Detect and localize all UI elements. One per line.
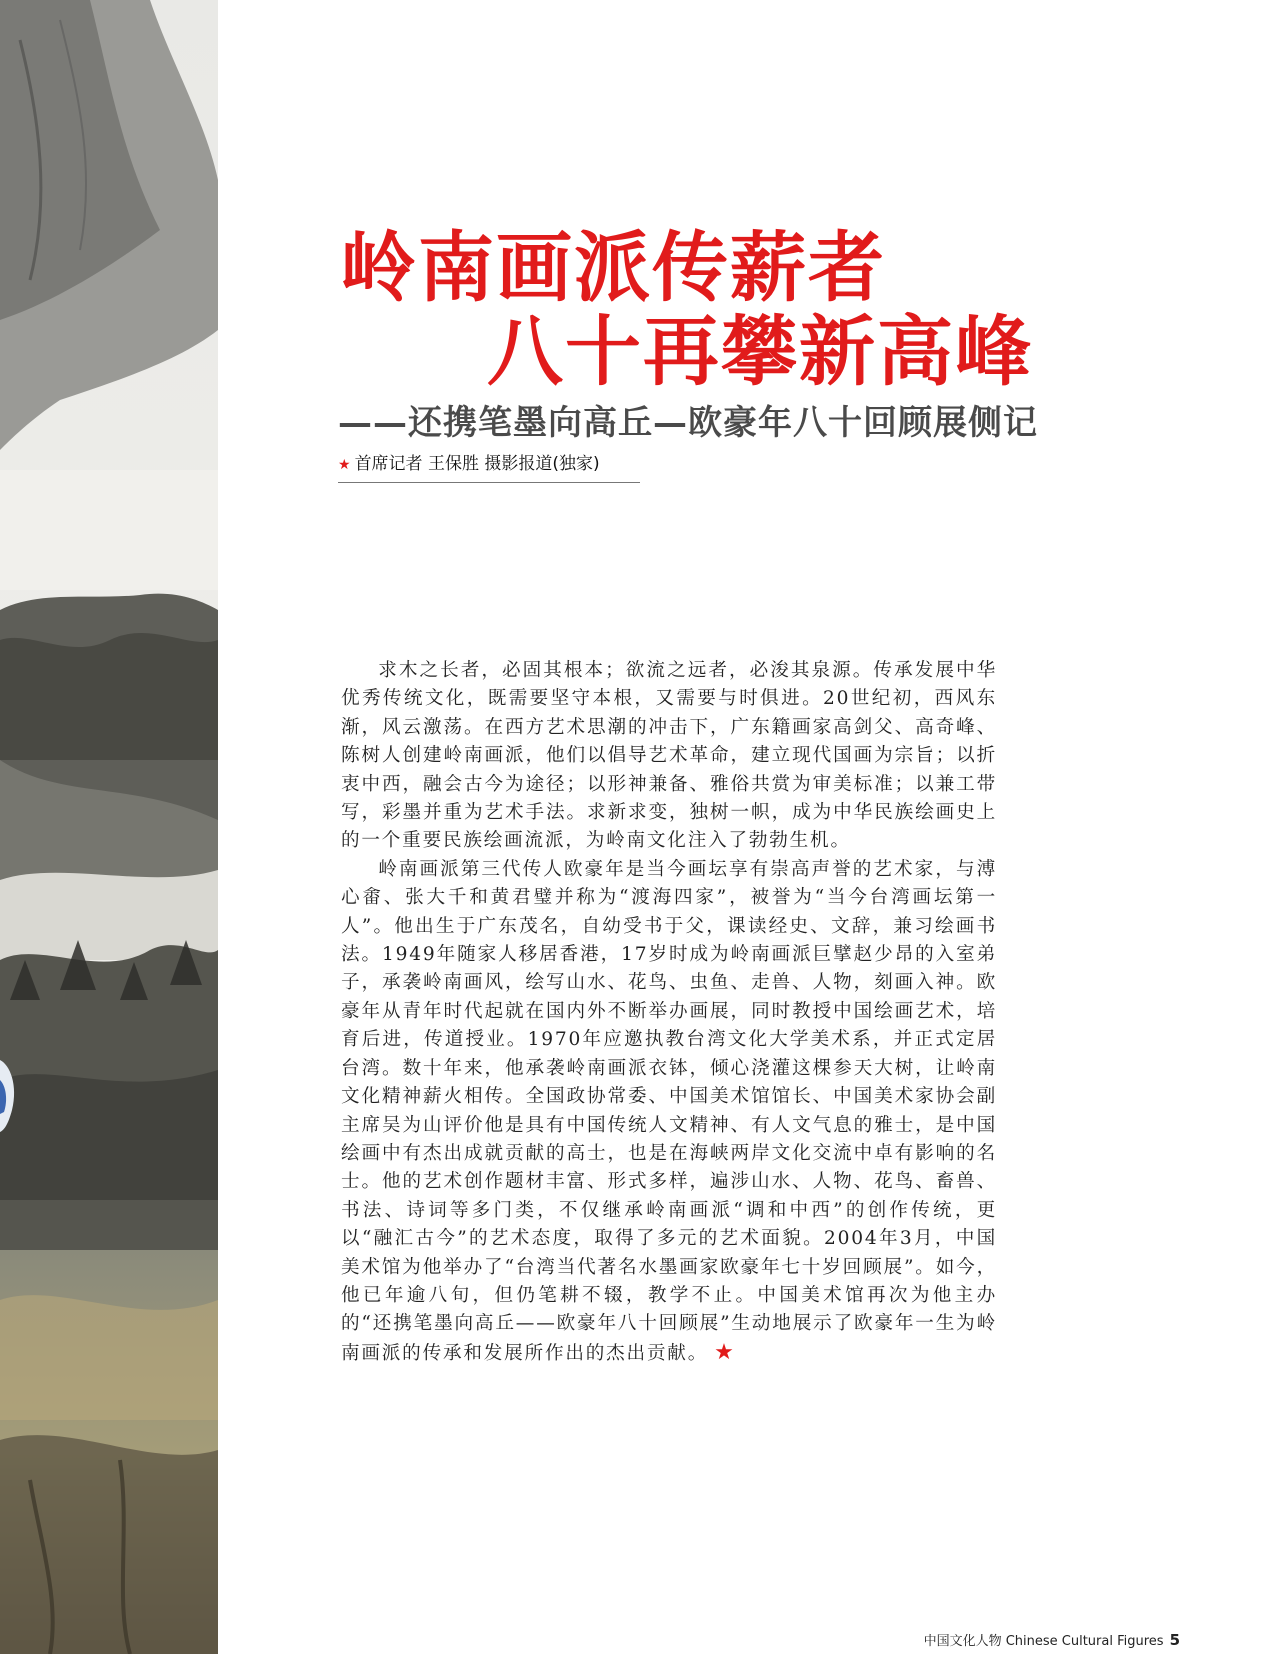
byline [338, 452, 640, 483]
body-paragraph: 求木之长者，必固其根本；欲流之远者，必浚其泉源。传承发展中华优秀传统文化，既需要坚守本根，又需要与时俱进。20世纪初，西风东渐，风云激荡。在西方艺术思潮的冲击下，广东籍画家高剑父、高奇峰、陈树人创建岭南画派，他们以倡导艺术革命，建立现代国画为宗旨；以折衷中西，融会古今为途径；以形神兼备、雅俗共赏为审美标准；以兼工带写，彩墨并重为艺术手法。求新求变，独树一帜，成为中华民族绘画史上的一个重要民族绘画流派，为岭南文化注入了勃勃生机。 [341, 660, 997, 852]
ink-landscape-painting [0, 0, 218, 1654]
magazine-name: 中国文化人物 Chinese Cultural Figures [923, 1634, 1164, 1649]
article-title-line-1: 岭南画派传薪者 [340, 223, 886, 312]
byline-text: 首席记者 王保胜 摄影报道(独家) [354, 454, 600, 474]
body-paragraph-text: 岭南画派第三代传人欧豪年是当今画坛享有崇高声誉的艺术家，与溥心畬、张大千和黄君璧并称为“渡海四家”，被誉为“当今台湾画坛第一人”。他出生于广东茂名，自幼受书于父，课读经史、文辞，兼习绘画书法。1949年随家人移居香港，17岁时成为岭南画派巨擘赵少昂的入室弟子，承袭岭南画风，绘写山水、花鸟、虫鱼、走兽、人物，刻画入神。欧豪年从青年时代起就在国内外不断举办画展，同时教授中国绘画艺术，培育后进，传道授业。1970年应邀执教台湾文化大学美术系，并正式定居台湾。数十年来，他承袭岭南画派衣钵，倾心浇灌这棵参天大树，让岭南文化精神薪火相传。全国政协常委、中国美术馆馆长、中国美术家协会副主席吴为山评价他是具有中国传统人文精神、有人文气息的雅士，是中国绘画中有杰出成就贡献的高士，也是在海峡两岸文化交流中卓有影响的名士。他的艺术创作题材丰富、形式多样，遍涉山水、人物、花鸟、畜兽、书法、诗词等多门类，不仅继承岭南画派“调和中西”的创作传统，更以“融汇古今”的艺术态度，取得了多元的艺术面貌。2004年3月，中国美术馆为他举办了“台湾当代著名水墨画家欧豪年七十岁回顾展”。如今，他已年逾八旬，但仍笔耕不辍，教学不止。中国美术馆再次为他主办的“还携笔墨向高丘——欧豪年八十回顾展”生动地展示了欧豪年一生为岭南画派的传承和发展所作出的杰出贡献。 [341, 858, 997, 1364]
end-star-icon: ★ [714, 1339, 736, 1365]
article-body [341, 657, 997, 1368]
star-icon: ★ [338, 457, 351, 473]
article-subtitle: ——还携笔墨向高丘—欧豪年八十回顾展侧记 [338, 403, 1038, 443]
page-footer [924, 1630, 1180, 1649]
article-title-line-2: 八十再攀新高峰 [487, 307, 1033, 396]
page-number: 5 [1169, 1631, 1180, 1649]
body-paragraph-with-end-mark [341, 856, 997, 1368]
